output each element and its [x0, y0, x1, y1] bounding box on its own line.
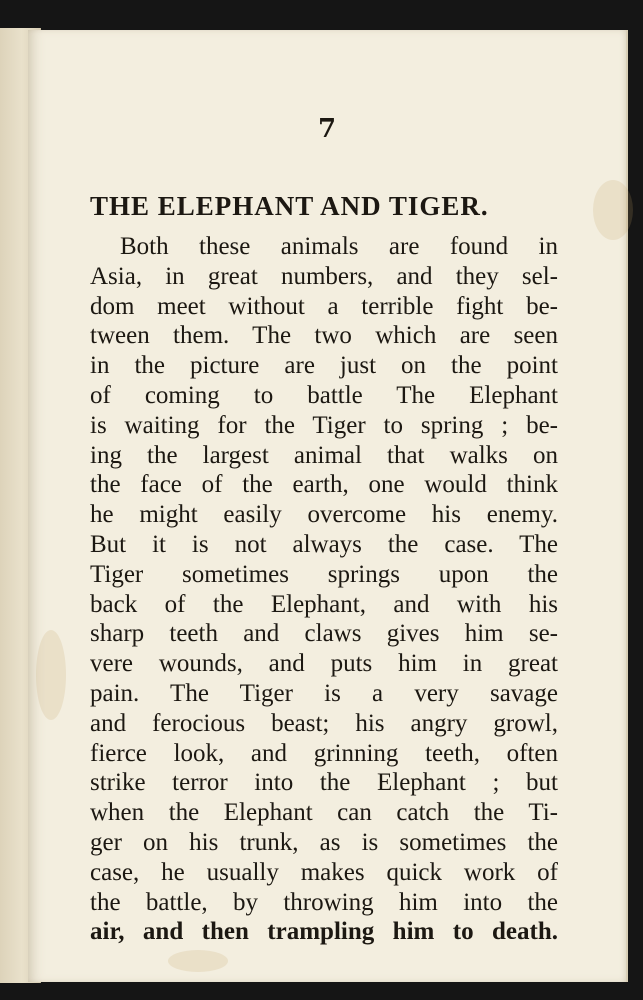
text-line: strike terror into the Elephant ; but [90, 769, 558, 797]
text-line: in the picture are just on the point [90, 352, 558, 380]
text-line: he might easily overcome his enemy. [90, 501, 558, 529]
text-line: and ferocious beast; his angry growl, [90, 709, 558, 737]
text-line: back of the Elephant, and with his [90, 590, 558, 618]
text-line: Both these animals are found in [120, 233, 558, 260]
text-line: dom meet without a terrible fight be- [90, 292, 558, 320]
text-line: air, and then trampling him to death. [90, 918, 558, 946]
book-page [28, 30, 628, 982]
body-text [90, 232, 558, 947]
text-line: fierce look, and grinning teeth, often [90, 739, 558, 767]
paper-stain [168, 950, 228, 972]
text-line: when the Elephant can catch the Ti- [90, 799, 558, 827]
text-line: case, he usually makes quick work of [90, 858, 558, 886]
text-line: sharp teeth and claws gives him se- [90, 620, 558, 648]
page-number: 7 [317, 114, 337, 144]
text-line: tween them. The two which are seen [90, 322, 558, 350]
text-line: the battle, by throwing him into the [90, 888, 558, 916]
page-title: THE ELEPHANT AND TIGER. [90, 191, 489, 221]
text-line: ing the largest animal that walks on [90, 441, 558, 469]
text-line: But it is not always the case. The [90, 530, 558, 558]
text-line: is waiting for the Tiger to spring ; be- [90, 411, 558, 439]
text-line: the face of the earth, one would think [90, 471, 558, 499]
paper-stain [36, 630, 66, 720]
text-line: ger on his trunk, as is sometimes the [90, 828, 558, 856]
text-line: vere wounds, and puts him in great [90, 650, 558, 678]
text-line: pain. The Tiger is a very savage [90, 679, 558, 707]
text-line: Asia, in great numbers, and they sel- [90, 262, 558, 290]
text-line: of coming to battle The Elephant [90, 381, 558, 409]
text-line: Tiger sometimes springs upon the [90, 560, 558, 588]
